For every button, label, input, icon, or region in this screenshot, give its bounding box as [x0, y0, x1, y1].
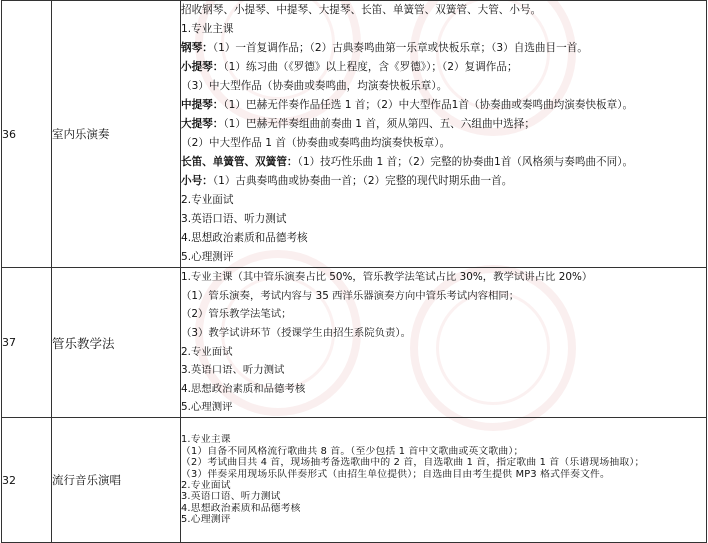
- requirement-text: 1.专业主课: [181, 434, 231, 446]
- requirement-text: 2.专业面试: [181, 345, 233, 358]
- table-row: [2, 1, 707, 268]
- instrument-label: 长笛、单簧管、双簧管：: [181, 156, 298, 168]
- requirement-line: [181, 361, 706, 380]
- requirement-text: （1）自备不同风格流行歌曲共 8 首。（至少包括 1 首中文歌曲或英文歌曲）；: [181, 445, 524, 457]
- requirement-text: 2.专业面试: [181, 480, 231, 491]
- requirement-line: [181, 96, 706, 115]
- requirement-line: [181, 287, 706, 306]
- instrument-label: 中提琴：: [181, 99, 224, 111]
- requirement-text: 5.心理测评: [181, 514, 231, 526]
- requirement-text: （1）一首复调作品；（2）古典奏鸣曲第一乐章或快板乐章；（3）自选曲目一首。: [212, 42, 588, 54]
- requirement-text: （2）管乐教学法笔试；: [181, 308, 292, 321]
- row-number: 32: [2, 418, 52, 543]
- instrument-label: 钢琴：: [181, 42, 213, 54]
- requirements-cell: [181, 268, 707, 418]
- requirement-line: [181, 503, 706, 514]
- requirement-text: 1.专业主课（其中管乐演奏占比 50%，管乐教学法笔试占比 30%，教学试讲占比 20%）: [181, 271, 593, 284]
- table-row: [2, 268, 707, 418]
- requirement-line: [181, 20, 706, 39]
- requirement-line: [181, 343, 706, 362]
- requirement-text: 4.思想政治素质和品德考核: [181, 382, 306, 395]
- requirement-line: [181, 446, 706, 457]
- requirement-line: [181, 469, 706, 480]
- requirement-text: 4.思想政治素质和品德考核: [181, 502, 301, 514]
- requirement-line: [181, 172, 706, 191]
- requirement-line: [181, 134, 706, 153]
- requirement-text: 3.英语口语、听力测试: [181, 213, 287, 225]
- requirement-text: （2）中大型作品 1 首（协奏曲或奏鸣曲均演奏快板章）。: [181, 137, 451, 149]
- requirement-text: 3.英语口语、听力测试: [181, 491, 281, 503]
- program-name: 管乐教学法: [52, 268, 181, 418]
- program-name: 流行音乐演唱: [52, 418, 181, 543]
- requirement-text: 1.专业主课: [181, 23, 234, 35]
- requirements-cell: [181, 418, 707, 543]
- requirement-text: （1）技巧性乐曲 1 首；（2）完整的协奏曲1首（风格须与奏鸣曲不同）。: [297, 156, 634, 168]
- row-number: 37: [2, 268, 52, 418]
- requirement-line: [181, 191, 706, 210]
- requirement-line: [181, 514, 706, 525]
- requirement-text: （1）练习曲（《罗德》以上程度，含《罗德》）；（2）复调作品；: [223, 61, 518, 73]
- row-number: 36: [2, 1, 52, 268]
- requirement-line: [181, 324, 706, 343]
- requirement-text: 2.专业面试: [181, 194, 234, 206]
- requirement-line: [181, 58, 706, 77]
- requirement-text: （3）教学试讲环节（授课学生由招生系院负责）。: [181, 326, 412, 339]
- requirement-line: [181, 1, 706, 20]
- requirement-text: 5.心理测评: [181, 401, 233, 414]
- requirement-text: （1）古典奏鸣曲或协奏曲一首；（2）完整的现代时期乐曲一首。: [212, 175, 513, 187]
- instrument-label: 小号：: [181, 175, 213, 187]
- requirement-line: [181, 210, 706, 229]
- requirement-line: [181, 229, 706, 248]
- requirement-text: （1）巴赫无伴奏作品任选 1 首；（2）中大型作品1首（协奏曲或奏鸣曲均演奏快板章）。: [223, 99, 634, 111]
- requirement-line: [181, 39, 706, 58]
- requirement-text: 4.思想政治素质和品德考核: [181, 232, 308, 244]
- requirement-line: [181, 248, 706, 267]
- requirement-text: （1）巴赫无伴奏组曲前奏曲 1 首，须从第四、五、六组曲中选择；: [223, 118, 535, 130]
- requirements-cell: [181, 1, 707, 268]
- program-table: [1, 0, 707, 543]
- requirement-line: [181, 268, 706, 287]
- requirement-line: [181, 305, 706, 324]
- requirement-text: 5.心理测评: [181, 251, 234, 263]
- instrument-label: 大提琴：: [181, 118, 224, 130]
- requirement-line: [181, 153, 706, 172]
- requirement-line: [181, 398, 706, 417]
- requirement-line: [181, 434, 706, 445]
- requirement-text: 招收钢琴、小提琴、中提琴、大提琴、长笛、单簧管、双簧管、大管、小号。: [181, 4, 542, 16]
- requirement-line: [181, 480, 706, 491]
- instrument-label: 小提琴：: [181, 61, 224, 73]
- requirement-text: （3）伴奏采用现场乐队伴奏形式（由招生单位提供）；自选曲目由考生提供 MP3 格式伴奏文件。: [181, 468, 611, 480]
- requirement-text: （2）考试曲目共 4 首，现场抽考备选歌曲中的 2 首，自选歌曲 1 首，指定歌曲 1 首（乐谱现场抽取）；: [181, 457, 645, 469]
- requirement-text: 3.英语口语、听力测试: [181, 364, 285, 377]
- requirement-line: [181, 115, 706, 134]
- requirement-text: （3）中大型作品（协奏曲或奏鸣曲，均演奏快板乐章）。: [181, 80, 448, 92]
- requirement-line: [181, 380, 706, 399]
- requirement-line: [181, 491, 706, 502]
- requirement-line: [181, 457, 706, 468]
- program-name: 室内乐演奏: [52, 1, 181, 268]
- requirement-line: [181, 77, 706, 96]
- requirement-text: （1）管乐演奏，考试内容与 35 西洋乐器演奏方向中管乐考试内容相同；: [181, 289, 520, 302]
- table-row: [2, 418, 707, 543]
